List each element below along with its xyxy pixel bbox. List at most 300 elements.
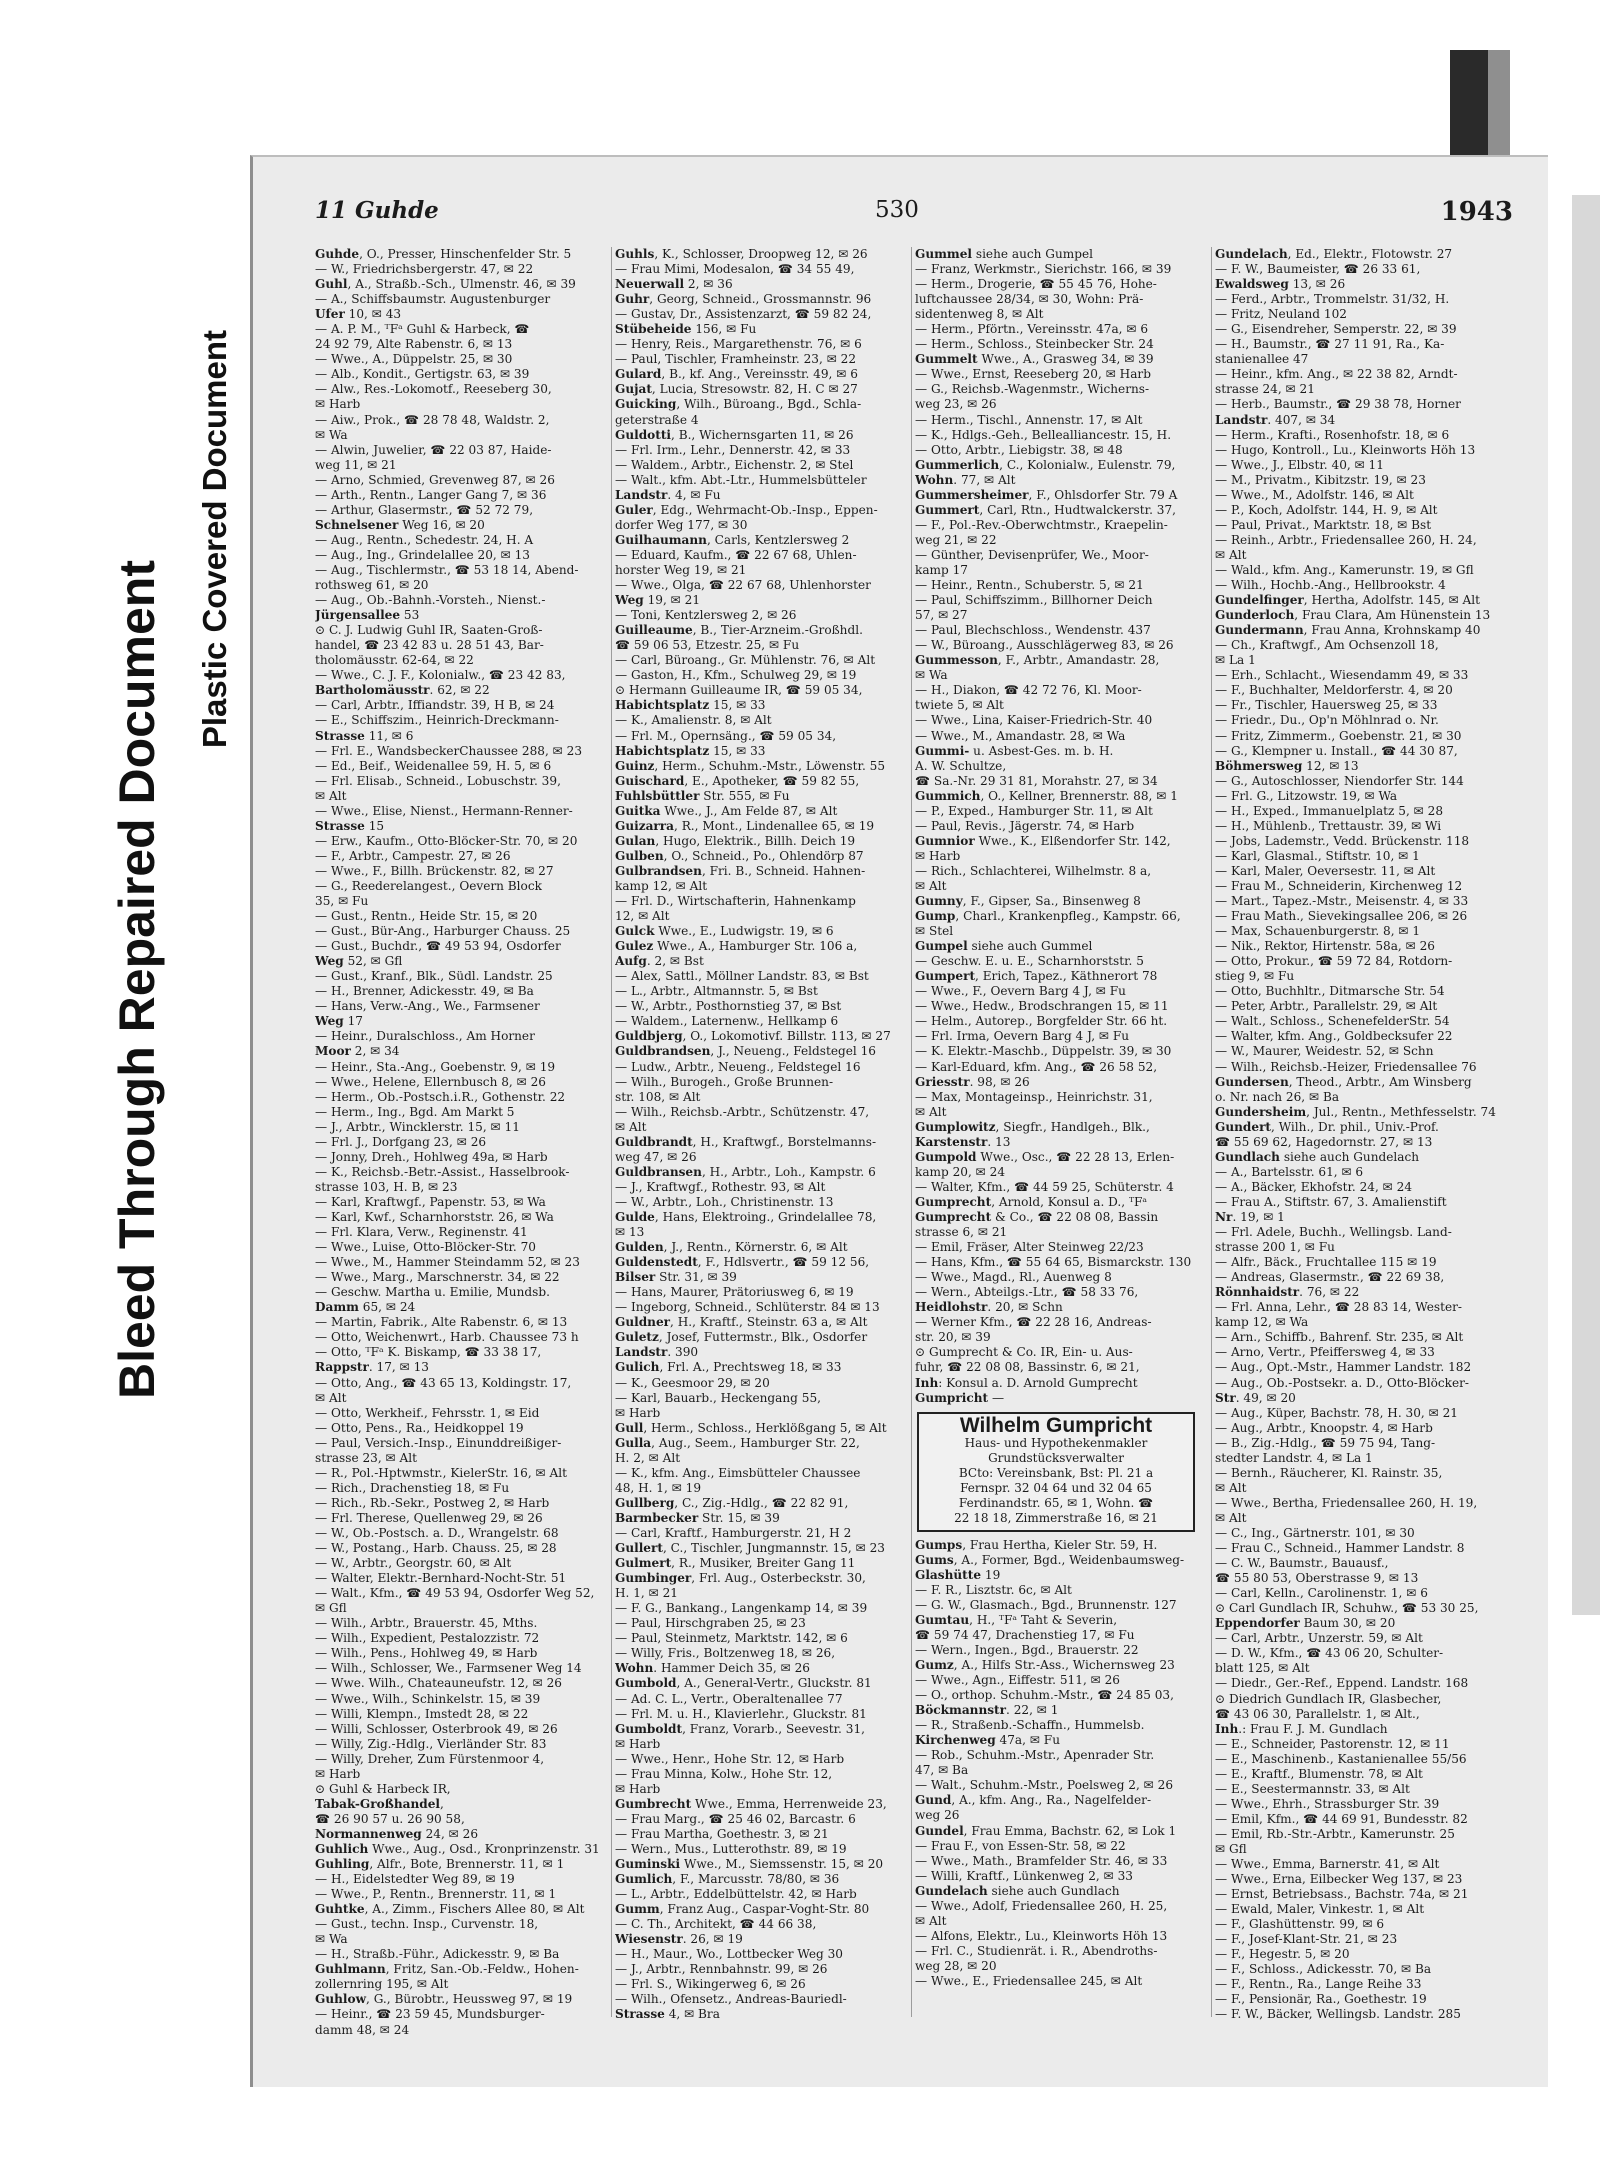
directory-entry: Gumnior Wwe., K., Elßendorfer Str. 142, (915, 833, 1171, 848)
directory-entry: — K. Elektr.-Maschb., Düppelstr. 39, ✉ 30 (915, 1044, 1172, 1059)
directory-entry: — Wilh., Expedient, Pestalozzistr. 72 (315, 1631, 540, 1646)
directory-entry: ✉ Alt (1215, 1480, 1247, 1495)
directory-entry: — Otto, Pens., Ra., Heidkoppel 19 (315, 1420, 524, 1435)
directory-entry: stedter Landstr. 4, ✉ La 1 (1215, 1450, 1373, 1465)
directory-entry: — Frau F., von Essen-Str. 58, ✉ 22 (915, 1838, 1126, 1853)
directory-entry: — Eduard, Kaufm., ☎ 22 67 68, Uhlen- (615, 547, 857, 562)
directory-entry: — Wwe., Helene, Ellernbusch 8, ✉ 26 (315, 1074, 546, 1089)
directory-entry: — Otto, Ang., ☎ 43 65 13, Koldingstr. 17, (315, 1375, 572, 1390)
directory-entry: — Heinr., Sta.-Ang., Goebenstr. 9, ✉ 19 (315, 1059, 556, 1074)
directory-entry: — G., Klempner u. Install., ☎ 44 30 87, (1215, 743, 1458, 758)
directory-entry: — Herm., Pförtn., Vereinsstr. 47a, ✉ 6 (915, 322, 1149, 337)
directory-entry: — Otto, Arbtr., Liebigstr. 38, ✉ 48 (915, 442, 1123, 457)
directory-entry: Guldbrandsen, J., Neueng., Feldstegel 16 (615, 1044, 876, 1059)
directory-entry: — R., Pol.-Hptwmstr., KielerStr. 16, ✉ Alt (315, 1465, 567, 1480)
directory-entry: — Wilh., Ofensetz., Andreas-Bauriedl- (615, 1992, 847, 2007)
directory-entry: — Wwe., Ernst, Reeseberg 20, ✉ Harb (915, 367, 1151, 382)
directory-entry: Weg 17 (315, 1014, 363, 1029)
column-divider (611, 247, 612, 2017)
directory-entry: — Franz, Werkmstr., Sierichstr. 166, ✉ 39 (915, 262, 1172, 277)
directory-entry: ✉ Alt (1215, 1510, 1247, 1525)
directory-entry: — Paul, Privat., Marktstr. 18, ✉ Bst (1215, 517, 1432, 532)
advertisement-box (917, 1412, 1195, 1532)
directory-entry: Guldotti, B., Wichernsgarten 11, ✉ 26 (615, 427, 854, 442)
directory-entry: Eppendorfer Baum 30, ✉ 20 (1215, 1616, 1396, 1631)
directory-entry: Gumpel siehe auch Gummel (915, 939, 1093, 954)
directory-entry: — Paul, Tischler, Framheinstr. 23, ✉ 22 (615, 352, 857, 367)
directory-entry: — Ingeborg, Schneid., Schlüterstr. 84 ✉ 13 (615, 1300, 880, 1315)
directory-entry: — Hugo, Kontroll., Lu., Kleinworts Höh 13 (1215, 442, 1476, 457)
directory-entry: stieg 9, ✉ Fu (1215, 969, 1295, 984)
directory-entry: — Hans, Verw.-Ang., We., Farmsener (315, 999, 540, 1014)
directory-entry: — Alfons, Elektr., Lu., Kleinworts Höh 13 (915, 1928, 1168, 1943)
directory-entry: — Wwe., Marg., Marschnerstr. 34, ✉ 22 (315, 1270, 560, 1285)
directory-entry: Gundelach, Ed., Elektr., Flotowstr. 27 (1215, 247, 1453, 261)
directory-entry: ✉ Wa (315, 427, 348, 442)
directory-entry: Neuerwall 2, ✉ 36 (615, 277, 733, 292)
directory-entry: str. 108, ✉ Alt (615, 1089, 701, 1104)
directory-entry: — Carl, Arbtr., Iffiandstr. 39, H B, ✉ 24 (315, 698, 555, 713)
directory-entry: — Paul, Hirschgraben 25, ✉ 23 (615, 1616, 806, 1631)
directory-entry: Gundel, Frau Emma, Bachstr. 62, ✉ Lok 1 (915, 1823, 1177, 1838)
directory-entry: Guinz, Herm., Schuhm.-Mstr., Löwenstr. 55 (615, 758, 886, 773)
directory-entry: — Wilh., Reichsb.-Arbtr., Schützenstr. 47, (615, 1104, 870, 1119)
directory-entry: — Arth., Rentn., Langer Gang 7, ✉ 36 (315, 487, 547, 502)
directory-entry: — Wwe., P., Rentn., Brennerstr. 11, ✉ 1 (315, 1887, 557, 1902)
directory-entry: — Paul, Schiffszimm., Billhorner Deich (915, 593, 1153, 608)
directory-entry: Gumpold Wwe., Osc., ☎ 22 28 13, Erlen- (915, 1149, 1175, 1164)
directory-entry: weg 28, ✉ 20 (915, 1958, 997, 1973)
directory-entry: — Wwe., J., Elbstr. 40, ✉ 11 (1215, 457, 1384, 472)
directory-entry: — F., Josef-Klant-Str. 21, ✉ 23 (1215, 1932, 1398, 1947)
directory-entry: — Frau Math., Sievekingsallee 206, ✉ 26 (1215, 909, 1468, 924)
directory-entry: Ewaldsweg 13, ✉ 26 (1215, 277, 1346, 292)
directory-entry: Guischard, E., Apotheker, ☎ 59 82 55, (615, 773, 860, 788)
directory-entry: — Walt., kfm. Abt.-Ltr., Hummelsbütteler (615, 472, 867, 487)
directory-entry: — Frau Mimi, Modesalon, ☎ 34 55 49, (615, 262, 855, 277)
directory-entry: — A., Bartelsstr. 61, ✉ 6 (1215, 1164, 1364, 1179)
directory-entry: — Bernh., Räucherer, Kl. Rainstr. 35, (1215, 1465, 1443, 1480)
directory-entry: — Karl, Kraftwgf., Papenstr. 53, ✉ Wa (315, 1194, 546, 1209)
directory-entry: Gummersheimer, F., Ohlsdorfer Str. 79 A (915, 487, 1178, 502)
directory-entry: — Toni, Kentzlersweg 2, ✉ 26 (615, 608, 797, 623)
directory-entry: Karstenstr. 13 (915, 1134, 1011, 1149)
directory-entry: — Mart., Tapez.-Mstr., Meisenstr. 4, ✉ 33 (1215, 894, 1469, 909)
directory-entry: Heidlohstr. 20, ✉ Schn (915, 1300, 1063, 1315)
directory-entry: — Waldem., Laternenw., Hellkamp 6 (615, 1014, 839, 1029)
directory-entry: Gumpert, Erich, Tapez., Käthnerort 78 (915, 969, 1158, 984)
directory-entry: — Aug., Tischlermstr., ☎ 53 18 14, Abend- (315, 562, 579, 577)
directory-entry: Gulbrandsen, Fri. B., Schneid. Hahnen- (615, 863, 866, 878)
directory-entry: — H., Baumstr., ☎ 27 11 91, Ra., Ka- (1215, 337, 1445, 352)
directory-entry: — L., Arbtr., Eddelbüttelstr. 42, ✉ Harb (615, 1887, 857, 1902)
directory-entry: — Otto, Prokur., ☎ 59 72 84, Rotdorn- (1215, 954, 1453, 969)
directory-entry: — Arthur, Glasermstr., ☎ 52 72 79, (315, 502, 534, 517)
directory-entry: ✉ Gfl (315, 1601, 347, 1616)
directory-entry: — Arn., Schiffb., Bahrenf. Str. 235, ✉ Alt (1215, 1330, 1464, 1345)
directory-entry: — Wwe., A., Düppelstr. 25, ✉ 30 (315, 352, 513, 367)
directory-entry: Gullert, C., Tischler, Jungmannstr. 15, ✉ 23 (615, 1541, 885, 1556)
directory-entry: — Wald., kfm. Ang., Kamerunstr. 19, ✉ Gfl (1215, 562, 1474, 577)
directory-entry: — F., Schloss., Adickesstr. 70, ✉ Ba (1215, 1962, 1432, 1977)
directory-entry: Gumz, A., Hilfs Str.-Ass., Wichernsweg 23 (915, 1657, 1175, 1672)
directory-entry: ✉ La 1 (1215, 653, 1256, 668)
directory-entry: — Carl, Arbtr., Unzerstr. 59, ✉ Alt (1215, 1631, 1423, 1646)
directory-entry: — Wwe., F., Oevern Barg 4 J, ✉ Fu (915, 984, 1126, 999)
directory-entry: — D. W., Kfm., ☎ 43 06 20, Schulter- (1215, 1646, 1444, 1661)
directory-entry: Moor 2, ✉ 34 (315, 1044, 400, 1059)
directory-entry: — Paul, Blechschloss., Wendenstr. 437 (915, 623, 1151, 638)
ad-line: Fernspr. 32 04 64 und 32 04 65 (960, 1480, 1152, 1495)
directory-entry: — Gaston, H., Kfm., Schulweg 29, ✉ 19 (615, 668, 857, 683)
directory-entry: — A. P. M., ᵀFᵃ Guhl & Harbeck, ☎ (315, 322, 530, 337)
directory-entry: Gullberg, C., Zig.-Hdlg., ☎ 22 82 91, (615, 1495, 849, 1510)
directory-entry: — Frl. S., Wikingerweg 6, ✉ 26 (615, 1977, 806, 1992)
directory-entry: — Karl, Glasmal., Stiftstr. 10, ✉ 1 (1215, 848, 1420, 863)
directory-entry: — W., Ob.-Postsch. a. D., Wrangelstr. 68 (315, 1525, 559, 1540)
directory-entry: ✉ Gfl (1215, 1841, 1247, 1856)
directory-entry: 24 92 79, Alte Rabenstr. 6, ✉ 13 (315, 337, 513, 352)
directory-entry: ⊙ Hermann Guilleaume IR, ☎ 59 05 34, (615, 683, 863, 698)
directory-entry: — Rob., Schuhm.-Mstr., Apenrader Str. (915, 1748, 1155, 1763)
directory-entry: — Fritz, Zimmerm., Goebenstr. 21, ✉ 30 (1215, 728, 1462, 743)
directory-entry: — G., Autoschlosser, Niendorfer Str. 144 (1215, 773, 1464, 788)
directory-entry: ✉ Harb (315, 397, 361, 412)
directory-entry: — F., Buchhalter, Meldorferstr. 4, ✉ 20 (1215, 683, 1453, 698)
directory-entry: Weg 19, ✉ 21 (615, 593, 701, 608)
directory-entry: — Willy, Dreher, Zum Fürstenmoor 4, (315, 1751, 545, 1766)
directory-entry: — H., Straßb.-Führ., Adickesstr. 9, ✉ Ba (315, 1947, 560, 1962)
directory-entry: ✉ Alt (915, 1104, 947, 1119)
column-divider (1211, 247, 1212, 2017)
directory-entry: weg 47, ✉ 26 (615, 1149, 697, 1164)
directory-entry: — Wern., Abteilgs.-Ltr., ☎ 58 33 76, (915, 1285, 1139, 1300)
directory-entry: — Aug., Ing., Grindelallee 20, ✉ 13 (315, 547, 530, 562)
directory-entry: — J., Kraftwgf., Rothestr. 93, ✉ Alt (615, 1179, 826, 1194)
directory-entry: — Arno, Vertr., Pfeiffersweg 4, ✉ 33 (1215, 1345, 1435, 1360)
directory-entry: Gulan, Hugo, Elektrik., Billh. Deich 19 (615, 833, 856, 848)
directory-entry: — Willi, Klempn., Imstedt 28, ✉ 22 (315, 1706, 529, 1721)
directory-entry: — Alw., Res.-Lokomotf., Reeseberg 30, (315, 382, 552, 397)
directory-entry: — G., Eisendreher, Semperstr. 22, ✉ 39 (1215, 322, 1457, 337)
header-year: 1943 (1440, 197, 1513, 227)
directory-entry: — Paul, Versich.-Insp., Einunddreißiger- (315, 1435, 562, 1450)
directory-entry: — Gust., Kranf., Blk., Südl. Landstr. 25 (315, 969, 553, 984)
directory-entry: kamp 20, ✉ 24 (915, 1164, 1006, 1179)
directory-entry: ☎ 55 69 62, Hagedornstr. 27, ✉ 13 (1215, 1134, 1433, 1149)
directory-entry: — H., Eidelstedter Weg 89, ✉ 19 (315, 1872, 515, 1887)
directory-entry: 47, ✉ Ba (915, 1763, 969, 1778)
directory-entry: — Aug., Küper, Bachstr. 78, H. 30, ✉ 21 (1215, 1405, 1458, 1420)
directory-entry: — Hans, Kfm., ☎ 55 64 65, Bismarckstr. 130 (915, 1255, 1192, 1270)
directory-entry: — Frl. Adele, Buchh., Wellingsb. Land- (1215, 1225, 1452, 1240)
directory-entry: — E., Seestermannstr. 33, ✉ Alt (1215, 1781, 1410, 1796)
directory-entry: Normannenweg 24, ✉ 26 (315, 1826, 479, 1841)
directory-entry: Gulez Wwe., A., Hamburger Str. 106 a, (615, 939, 858, 954)
directory-entry: — W., Arbtr., Loh., Christinenstr. 13 (615, 1194, 834, 1209)
directory-entry: — K., Reichsb.-Betr.-Assist., Hasselbrook- (315, 1164, 570, 1179)
directory-entry: — Wilh., Pens., Hohlweg 49, ✉ Harb (315, 1646, 538, 1661)
directory-entry: — Walter, Kfm., ☎ 44 59 25, Schüterstr. 4 (915, 1179, 1174, 1194)
directory-entry: Schnelsener Weg 16, ✉ 20 (315, 517, 485, 532)
directory-entry: Landstr. 4, ✉ Fu (615, 487, 721, 502)
directory-entry: — Frau Minna, Kolw., Hohe Str. 12, (615, 1766, 833, 1781)
directory-entry: ✉ Alt (915, 1913, 947, 1928)
directory-entry: Ufer 10, ✉ 43 (315, 307, 402, 322)
directory-entry: Inh.: Frau F. J. M. Gundlach (1215, 1721, 1388, 1736)
directory-entry: — Karl-Eduard, kfm. Ang., ☎ 26 58 52, (915, 1059, 1158, 1074)
directory-entry: ✉ Wa (315, 1932, 348, 1947)
directory-entry: Aufg. 2, ✉ Bst (615, 954, 704, 969)
directory-entry: Gund, A., kfm. Ang., Ra., Nagelfelder- (915, 1793, 1152, 1808)
directory-entry: — Willi, Schlosser, Osterbrook 49, ✉ 26 (315, 1721, 558, 1736)
directory-entry: — Frl. Irma, Oevern Barg 4 J, ✉ Fu (915, 1029, 1130, 1044)
directory-entry: ✉ Harb (615, 1781, 661, 1796)
directory-entry: weg 26 (915, 1808, 960, 1823)
directory-entry: ⊙ Guhl & Harbeck IR, (315, 1781, 451, 1796)
directory-entry: — Frau A., Stiftstr. 67, 3. Amalienstift (1215, 1194, 1447, 1209)
directory-entry: — J., Arbtr., Wincklerstr. 15, ✉ 11 (315, 1119, 520, 1134)
directory-entry: Guldbjerg, O., Lokomotivf. Billstr. 113, ✉ 27 (615, 1029, 891, 1044)
directory-entry: Guicking, Wilh., Büroang., Bgd., Schla- (615, 397, 862, 412)
directory-entry: — J., Arbtr., Rennbahnstr. 99, ✉ 26 (615, 1962, 828, 1977)
directory-entry: — Wwe., Lina, Kaiser-Friedrich-Str. 40 (915, 713, 1153, 728)
directory-entry: ☎ 26 90 57 u. 26 90 58, (315, 1811, 465, 1826)
directory-entry: — Ludw., Arbtr., Neueng., Feldstegel 16 (615, 1059, 861, 1074)
directory-entry: Gums, A., Former, Bgd., Weidenbaumsweg- (915, 1552, 1185, 1567)
directory-entry: Gummel siehe auch Gumpel (915, 247, 1093, 261)
directory-entry: — Frl. Elisab., Schneid., Lobuschstr. 39, (315, 773, 561, 788)
directory-entry: — Willi, Kraftf., Lünkenweg 2, ✉ 33 (915, 1868, 1133, 1883)
directory-entry: Rappstr. 17, ✉ 13 (315, 1360, 429, 1375)
directory-entry: 57, ✉ 27 (915, 608, 968, 623)
directory-entry: — Wilh., Burogeh., Große Brunnen- (615, 1074, 834, 1089)
directory-entry: — F., Hegestr. 5, ✉ 20 (1215, 1947, 1350, 1962)
directory-entry: — H., Mühlenb., Trettaustr. 39, ✉ Wi (1215, 818, 1442, 833)
directory-entry: — Heinr., Rentn., Schuberstr. 5, ✉ 21 (915, 578, 1144, 593)
directory-entry: — Gustav, Dr., Assistenzarzt, ☎ 59 82 24, (615, 307, 872, 322)
directory-entry: — Rich., Drachenstieg 18, ✉ Fu (315, 1480, 510, 1495)
directory-entry: — Frl. M., Opernsäng., ☎ 59 05 34, (615, 728, 837, 743)
directory-entry: — G., Reederelangest., Oevern Block (315, 878, 542, 893)
directory-entry: — Wwe., Agn., Eiffestr. 511, ✉ 26 (915, 1673, 1120, 1688)
directory-entry: — Nik., Rektor, Hirtenstr. 58a, ✉ 26 (1215, 939, 1435, 954)
directory-entry: Gumtau, H., ᵀFᵃ Taht & Severin, (915, 1612, 1118, 1627)
directory-entry: — Frl. G., Litzowstr. 19, ✉ Wa (1215, 788, 1398, 803)
directory-entry: — C., Ing., Gärtnerstr. 101, ✉ 30 (1215, 1525, 1415, 1540)
ad-line: Grundstücksverwalter (988, 1450, 1124, 1465)
directory-entry: Guldner, H., Kraftf., Steinstr. 63 a, ✉ Alt (615, 1315, 868, 1330)
directory-entry: — L., Arbtr., Altmannstr. 5, ✉ Bst (615, 984, 818, 999)
directory-entry: — K., Geesmoor 29, ✉ 20 (615, 1375, 770, 1390)
directory-entry: fuhr, ☎ 22 08 08, Bassinstr. 6, ✉ 21, (915, 1360, 1140, 1375)
directory-entry: — Alex, Sattl., Möllner Landstr. 83, ✉ Bst (615, 969, 869, 984)
column-divider (911, 247, 912, 2017)
directory-entry: ✉ Stel (915, 924, 954, 939)
directory-entry: — P., Exped., Hamburger Str. 11, ✉ Alt (915, 803, 1153, 818)
directory-entry: ☎ 59 74 47, Drachenstieg 17, ✉ Fu (915, 1627, 1135, 1642)
directory-entry: — Wern., Mus., Lutterothstr. 89, ✉ 19 (615, 1841, 847, 1856)
directory-entry: — W., Arbtr., Posthornstieg 37, ✉ Bst (615, 999, 842, 1014)
directory-entry: kamp 12, ✉ Alt (615, 878, 708, 893)
directory-entry: strasse 103, H. B, ✉ 23 (315, 1179, 458, 1194)
directory-entry: — Jobs, Lademstr., Vedd. Brückenstr. 118 (1215, 833, 1470, 848)
directory-entry: — Frl. M. u. H., Klavierlehr., Gluckstr. 81 (615, 1706, 867, 1721)
directory-entry: — F. W., Bäcker, Wellingsb. Landstr. 285 (1215, 2007, 1461, 2022)
directory-entry: weg 21, ✉ 22 (915, 532, 997, 547)
directory-entry: Gumny, F., Gipser, Sa., Binsenweg 8 (915, 894, 1141, 909)
directory-entry: Jürgensallee 53 (315, 608, 420, 623)
directory-entry: Gumbinger, Frl. Aug., Osterbeckstr. 30, (615, 1571, 866, 1586)
directory-entry: Guhde, O., Presser, Hinschenfelder Str. 5 (315, 247, 572, 261)
directory-entry: — Wwe., Adolf, Friedensallee 260, H. 25, (915, 1898, 1168, 1913)
directory-entry: — Heinr., kfm. Ang., ✉ 22 38 82, Arndt- (1215, 367, 1458, 382)
directory-entry: Gump, Charl., Krankenpfleg., Kampstr. 66, (915, 909, 1181, 924)
directory-entry: ✉ Harb (615, 1736, 661, 1751)
directory-entry: Gummert, Carl, Rtn., Hudtwalckerstr. 37, (915, 502, 1176, 517)
directory-entry: — Wilh., Hochb.-Ang., Hellbrookstr. 4 (1215, 578, 1446, 593)
directory-entry: — Wwe., Olga, ☎ 22 67 68, Uhlenhorster (615, 578, 871, 593)
column-1 (315, 247, 605, 2038)
directory-entry: Gunderloch, Frau Clara, Am Hünenstein 13 (1215, 608, 1491, 623)
directory-entry: dorfer Weg 177, ✉ 30 (615, 517, 748, 532)
directory-entry: — Erh., Schlacht., Wiesendamm 49, ✉ 33 (1215, 668, 1469, 683)
directory-entry: Damm 65, ✉ 24 (315, 1300, 416, 1315)
directory-entry: — Herb., Baumstr., ☎ 29 38 78, Horner (1215, 397, 1461, 412)
directory-entry: — Ferd., Arbtr., Trommelstr. 31/32, H. (1215, 292, 1450, 307)
directory-entry: — Karl, Maler, Oeversestr. 11, ✉ Alt (1215, 863, 1436, 878)
directory-entry: strasse 23, ✉ Alt (315, 1450, 417, 1465)
directory-entry: — Emil, Kfm., ☎ 44 69 91, Bundesstr. 82 (1215, 1811, 1468, 1826)
directory-entry: — Reinh., Arbtr., Friedensallee 260, H. 24, (1215, 532, 1477, 547)
directory-entry: Griesstr. 98, ✉ 26 (915, 1074, 1030, 1089)
directory-entry: Guitka Wwe., J., Am Felde 87, ✉ Alt (615, 803, 838, 818)
directory-entry: — F., Arbtr., Campestr. 27, ✉ 26 (315, 848, 511, 863)
directory-entry: — W., Arbtr., Georgstr. 60, ✉ Alt (315, 1556, 512, 1571)
directory-entry: — Martin, Fabrik., Alte Rabenstr. 6, ✉ 13 (315, 1315, 568, 1330)
directory-entry: — E., Schiffszim., Heinrich-Dreckmann- (315, 713, 559, 728)
directory-entry: blatt 125, ✉ Alt (1215, 1661, 1310, 1676)
directory-entry: — Frau Marg., ☎ 25 46 02, Barcastr. 6 (615, 1811, 856, 1826)
directory-entry: — Carl, Büroang., Gr. Mühlenstr. 76, ✉ Alt (615, 653, 876, 668)
directory-entry: — B., Zig.-Hdlg., ☎ 59 75 94, Tang- (1215, 1435, 1436, 1450)
directory-entry: Guldenstedt, F., Hdlsvertr., ☎ 59 12 56, (615, 1255, 870, 1270)
bleed-through-label (108, 560, 166, 1399)
directory-entry: Gull, Herm., Schloss., Herklößgang 5, ✉ Alt (615, 1420, 887, 1435)
directory-entry: Gulard, B., kf. Ang., Vereinsstr. 49, ✉ 6 (615, 367, 858, 382)
directory-entry: Wohn. 77, ✉ Alt (915, 472, 1016, 487)
directory-entry: — Herm., Ob.-Postsch.i.R., Gothenstr. 22 (315, 1089, 566, 1104)
directory-entry: Guilhaumann, Carls, Kentzlersweg 2 (615, 532, 850, 547)
directory-entry: — Otto, ᵀFᵃ K. Biskamp, ☎ 33 38 17, (315, 1345, 542, 1360)
directory-entry: — F. W., Baumeister, ☎ 26 33 61, (1215, 262, 1421, 277)
column-4 (1215, 247, 1510, 2023)
directory-entry: — W., Postang., Harb. Chauss. 25, ✉ 28 (315, 1541, 557, 1556)
directory-entry: — Rich., Schlachterei, Wilhelmstr. 8 a, (915, 863, 1152, 878)
bleed-through-text: Bleed Through (109, 1046, 165, 1399)
directory-entry: — W., Büroang., Ausschlägerweg 83, ✉ 26 (915, 638, 1174, 653)
directory-entry: — Wwe., C. J. F., Kolonialw., ☎ 23 42 83, (315, 668, 566, 683)
directory-entry: — Frau M., Schneiderin, Kirchenweg 12 (1215, 878, 1463, 893)
directory-entry: — Wilh., Arbtr., Brauerstr. 45, Mths. (315, 1616, 538, 1631)
directory-entry: — Frl. C., Studienrät. i. R., Abendroths- (915, 1943, 1158, 1958)
directory-entry: ✉ Alt (615, 1119, 647, 1134)
directory-entry: Gumbrecht Wwe., Emma, Herrenweide 23, (615, 1796, 887, 1811)
directory-entry: Guhl, A., Straßb.-Sch., Ulmenstr. 46, ✉ 39 (315, 277, 576, 292)
directory-entry: — Alwin, Juwelier, ☎ 22 03 87, Haide- (315, 442, 552, 457)
directory-entry: — Friedr., Du., Op'n Möhlnrad o. Nr. (1215, 713, 1439, 728)
directory-entry: — Carl, Kraftf., Hamburgerstr. 21, H 2 (615, 1525, 852, 1540)
directory-entry: Guhtke, A., Zimm., Fischers Allee 80, ✉ Alt (315, 1902, 585, 1917)
directory-entry: Kirchenweg 47a, ✉ Fu (915, 1733, 1060, 1748)
header-left: 11 Guhde (315, 197, 439, 224)
directory-entry: Gumps, Frau Hertha, Kieler Str. 59, H. (915, 1537, 1158, 1552)
directory-entry: Landstr. 407, ✉ 34 (1215, 412, 1336, 427)
directory-entry: — R., Straßenb.-Schaffn., Hummelsb. (915, 1718, 1145, 1733)
directory-entry: — Wwe. Wilh., Chateauneufstr. 12, ✉ 26 (315, 1676, 562, 1691)
directory-entry: — Wwe., Erna, Eilbecker Weg 137, ✉ 23 (1215, 1872, 1463, 1887)
directory-entry: Guilleaume, B., Tier-Arzneim.-Großhdl. (615, 623, 863, 638)
directory-entry: — Herm., Tischl., Annenstr. 17, ✉ Alt (915, 412, 1143, 427)
directory-entry: — C. Th., Architekt, ☎ 44 66 38, (615, 1917, 817, 1932)
directory-entry: Glashütte 19 (915, 1567, 1001, 1582)
directory-entry: 12, ✉ Alt (615, 909, 670, 924)
directory-entry: Gumboldt, Franz, Vorarb., Seevestr. 31, (615, 1721, 865, 1736)
directory-entry: Gundlach siehe auch Gundelach (1215, 1149, 1420, 1164)
directory-entry: — Ewald, Maler, Vinkestr. 1, ✉ Alt (1215, 1902, 1425, 1917)
directory-entry: — Willy, Fris., Boltzenweg 18, ✉ 26, (615, 1646, 836, 1661)
directory-entry: — Andreas, Glasermstr., ☎ 22 69 38, (1215, 1270, 1445, 1285)
directory-entry: Guhling, Alfr., Bote, Brennerstr. 11, ✉ 1 (315, 1857, 565, 1872)
directory-entry: — Otto, Werkheif., Fehrsstr. 1, ✉ Eid (315, 1405, 540, 1420)
column-2 (615, 247, 905, 2023)
directory-entry: Habichtsplatz 15, ✉ 33 (615, 698, 766, 713)
directory-entry: sidentenweg 8, ✉ Alt (915, 307, 1044, 322)
directory-entry: — Aug., Arbtr., Knoopstr. 4, ✉ Harb (1215, 1420, 1433, 1435)
directory-entry: Gumprecht & Co., ☎ 22 08 08, Bassin (915, 1210, 1159, 1224)
directory-entry: ✉ Harb (315, 1766, 361, 1781)
directory-entry: Strasse 11, ✉ 6 (315, 728, 414, 743)
directory-entry: Guhr, Georg, Schneid., Grossmannstr. 96 (615, 292, 872, 307)
directory-entry: Gumprecht, Arnold, Konsul a. D., ᵀFᵃ (915, 1194, 1148, 1209)
directory-entry: weg 11, ✉ 21 (315, 457, 397, 472)
directory-entry: — Helm., Autorep., Borgfelder Str. 66 ht. (915, 1014, 1168, 1029)
directory-entry: ⊙ Diedrich Gundlach IR, Glasbecher, (1215, 1691, 1442, 1706)
directory-entry: Gundermann, Frau Anna, Krohnskamp 40 (1215, 623, 1481, 638)
directory-entry: — E., Kraftf., Blumenstr. 78, ✉ Alt (1215, 1766, 1423, 1781)
directory-entry: rothsweg 61, ✉ 20 (315, 578, 429, 593)
directory-entry: — Walt., Schloss., SchenefelderStr. 54 (1215, 1014, 1450, 1029)
directory-entry: o. Nr. nach 26, ✉ Ba (1215, 1089, 1340, 1104)
directory-entry: — W., Friedrichsbergerstr. 47, ✉ 22 (315, 262, 534, 277)
directory-entry: damm 48, ✉ 24 (315, 2022, 410, 2037)
directory-entry: — Fr., Tischler, Hauersweg 25, ✉ 33 (1215, 698, 1438, 713)
column-3 (915, 247, 1205, 1989)
directory-entry: luftchaussee 28/34, ✉ 30, Wohn: Prä- (915, 292, 1144, 307)
directory-entry: Gumm, Franz Aug., Caspar-Voght-Str. 80 (615, 1902, 870, 1917)
directory-entry: — Max, Montageinsp., Heinrichstr. 31, (915, 1089, 1153, 1104)
directory-entry: 48, H. 1, ✉ 19 (615, 1480, 702, 1495)
directory-entry: — F. R., Lisztstr. 6c, ✉ Alt (915, 1582, 1072, 1597)
directory-entry: Gummelt Wwe., A., Grasweg 34, ✉ 39 (915, 352, 1154, 367)
directory-entry: Gulich, Frl. A., Prechtsweg 18, ✉ 33 (615, 1360, 842, 1375)
directory-entry: — Wwe., E., Friedensallee 245, ✉ Alt (915, 1973, 1143, 1988)
directory-entry: — Walter, Elektr.-Bernhard-Nocht-Str. 51 (315, 1571, 567, 1586)
directory-entry: ☎ 55 80 53, Oberstrasse 9, ✉ 13 (1215, 1571, 1419, 1586)
directory-entry: ⊙ Carl Gundlach IR, Schuhw., ☎ 53 30 25, (1215, 1601, 1479, 1616)
directory-entry: — Herm., Krafti., Rosenhofstr. 18, ✉ 6 (1215, 427, 1450, 442)
directory-entry: Gulben, O., Schneid., Po., Ohlendörp 87 (615, 848, 864, 863)
